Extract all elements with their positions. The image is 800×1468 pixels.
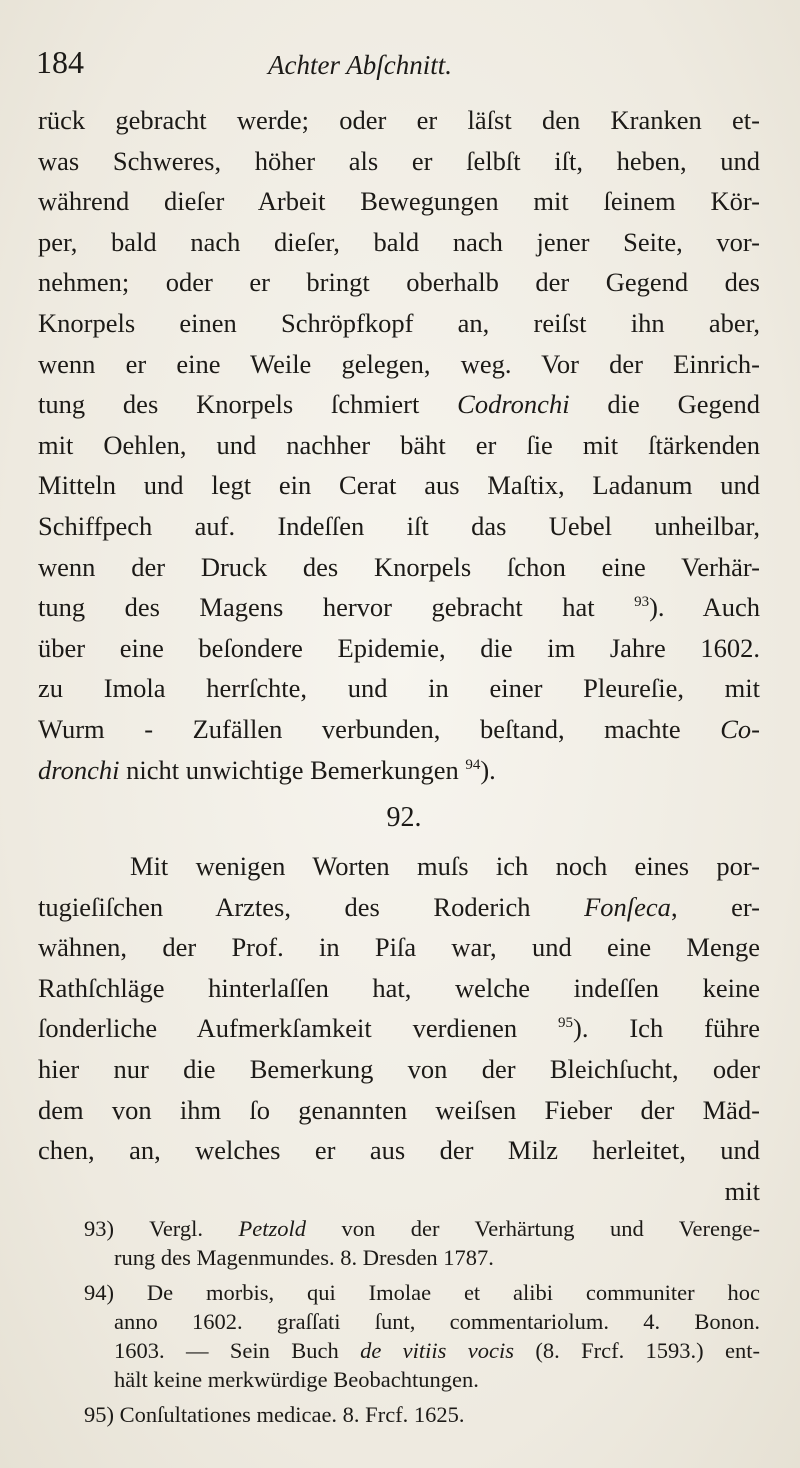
text-line: wenn der Druck des Knorpels ſchon eine Verhär-: [38, 551, 760, 582]
catchword: mit: [724, 1175, 760, 1206]
running-head: Achter Abſchnitt.: [268, 50, 452, 80]
text-line: Mit wenigen Worten muſs ich noch eines por-: [130, 851, 760, 882]
text-line: rück gebracht werde; oder er läſst den Kranken et-: [38, 105, 760, 135]
text-line: chen, an, welches er aus der Milz herleitet, und: [38, 1135, 760, 1166]
book-title: de vitiis vocis: [360, 1338, 514, 1363]
footnote-94: [84, 1278, 760, 1394]
text-line: [38, 587, 760, 628]
text-line: [38, 887, 760, 928]
text-line: [38, 384, 760, 425]
paragraph-2: [38, 846, 760, 1211]
footnote-ref-95: 95: [558, 1015, 574, 1032]
text-line: während dieſer Arbeit Bewegungen mit ſeinem Kör-: [38, 186, 760, 217]
section-number: 92.: [386, 802, 422, 834]
text-line: Mitteln und legt ein Cerat aus Maſtix, Ladanum und: [38, 470, 760, 501]
page-header: [36, 44, 756, 88]
text-line: Schiffpech auf. Indeſſen iſt das Uebel unheilbar,: [38, 510, 760, 541]
text-segment: nicht unwichtige Bemerkungen: [119, 754, 466, 785]
footnote-93: [84, 1214, 760, 1272]
text-line: [38, 750, 760, 791]
footnote-95: [84, 1400, 760, 1429]
text-segment: tung des Knorpels ſchmiert: [38, 389, 458, 420]
text-segment: tung des Magens hervor gebracht hat: [38, 592, 595, 623]
text-segment: 1603. — Sein Buch: [114, 1338, 339, 1363]
paragraph-1: [38, 100, 760, 790]
footnote-line: [84, 1336, 760, 1365]
text-segment: von der Verhärtung und Verenge-: [306, 1216, 760, 1241]
author-name: Co-: [720, 713, 760, 744]
text-line: hier nur die Bemerkung von der Bleichſucht, oder: [38, 1054, 760, 1085]
text-line: mit Oehlen, und nachher bäht er ſie mit ſtärkenden: [38, 429, 760, 460]
text-segment: 93) Vergl.: [84, 1216, 204, 1241]
text-line: [38, 709, 760, 750]
footnote-line: [84, 1214, 760, 1243]
text-segment: (8. Frcf. 1593.) ent-: [514, 1338, 760, 1363]
text-segment: Wurm - Zufällen verbunden, beſtand, machte: [38, 713, 681, 744]
text-segment: ſonderliche Aufmerkſamkeit verdienen: [38, 1013, 518, 1044]
author-name: Fonſeca: [584, 891, 671, 922]
text-segment: die Gegend: [569, 389, 760, 420]
text-line: zu Imola herrſchte, und in einer Pleureſie, mit: [38, 673, 760, 704]
footnote-line: 95) Conſultationes medicae. 8. Frcf. 1625.: [84, 1402, 465, 1427]
footnotes: [84, 1214, 760, 1429]
text-line: Rathſchläge hinterlaſſen hat, welche indeſſen keine: [38, 972, 760, 1003]
text-line: wähnen, der Prof. in Piſa war, und eine Menge: [38, 932, 760, 963]
footnote-line: hält keine merkwürdige Beobachtungen.: [114, 1367, 479, 1392]
text-line: [38, 1008, 760, 1049]
text-segment: ).: [480, 754, 496, 785]
text-segment: ). Ich führe: [573, 1013, 760, 1044]
author-name: Petzold: [238, 1216, 307, 1241]
text-line: Knorpels einen Schröpfkopf an, reiſst ihn aber,: [38, 307, 760, 338]
footnote-ref-93: 93: [634, 594, 650, 611]
text-line: per, bald nach dieſer, bald nach jener Seite, vor-: [38, 226, 760, 257]
text-segment: , er-: [670, 891, 760, 922]
body-text: [38, 100, 760, 1211]
text-line: wenn er eine Weile gelegen, weg. Vor der Einrich-: [38, 348, 760, 379]
footnote-line: anno 1602. graſſati ſunt, commentariolum. 4. Bonon.: [114, 1309, 760, 1334]
author-name: dronchi: [38, 754, 120, 785]
author-name: Codronchi: [457, 389, 570, 420]
text-line: über eine beſondere Epidemie, die im Jahre 1602.: [38, 632, 760, 663]
page-number: 184: [36, 44, 84, 80]
text-segment: ). Auch: [649, 592, 760, 623]
text-line: dem von ihm ſo genannten weiſsen Fieber der Mäd-: [38, 1094, 760, 1125]
text-line: was Schweres, höher als er ſelbſt iſt, heben, und: [38, 145, 760, 176]
footnote-line: rung des Magenmundes. 8. Dresden 1787.: [114, 1245, 494, 1270]
footnote-ref-94: 94: [465, 756, 481, 773]
text-line: nehmen; oder er bringt oberhalb der Gegend des: [38, 267, 760, 298]
footnote-line: 94) De morbis, qui Imolae et alibi communiter hoc: [84, 1280, 760, 1305]
text-segment: tugieſiſchen Arztes, des Roderich: [38, 891, 531, 922]
